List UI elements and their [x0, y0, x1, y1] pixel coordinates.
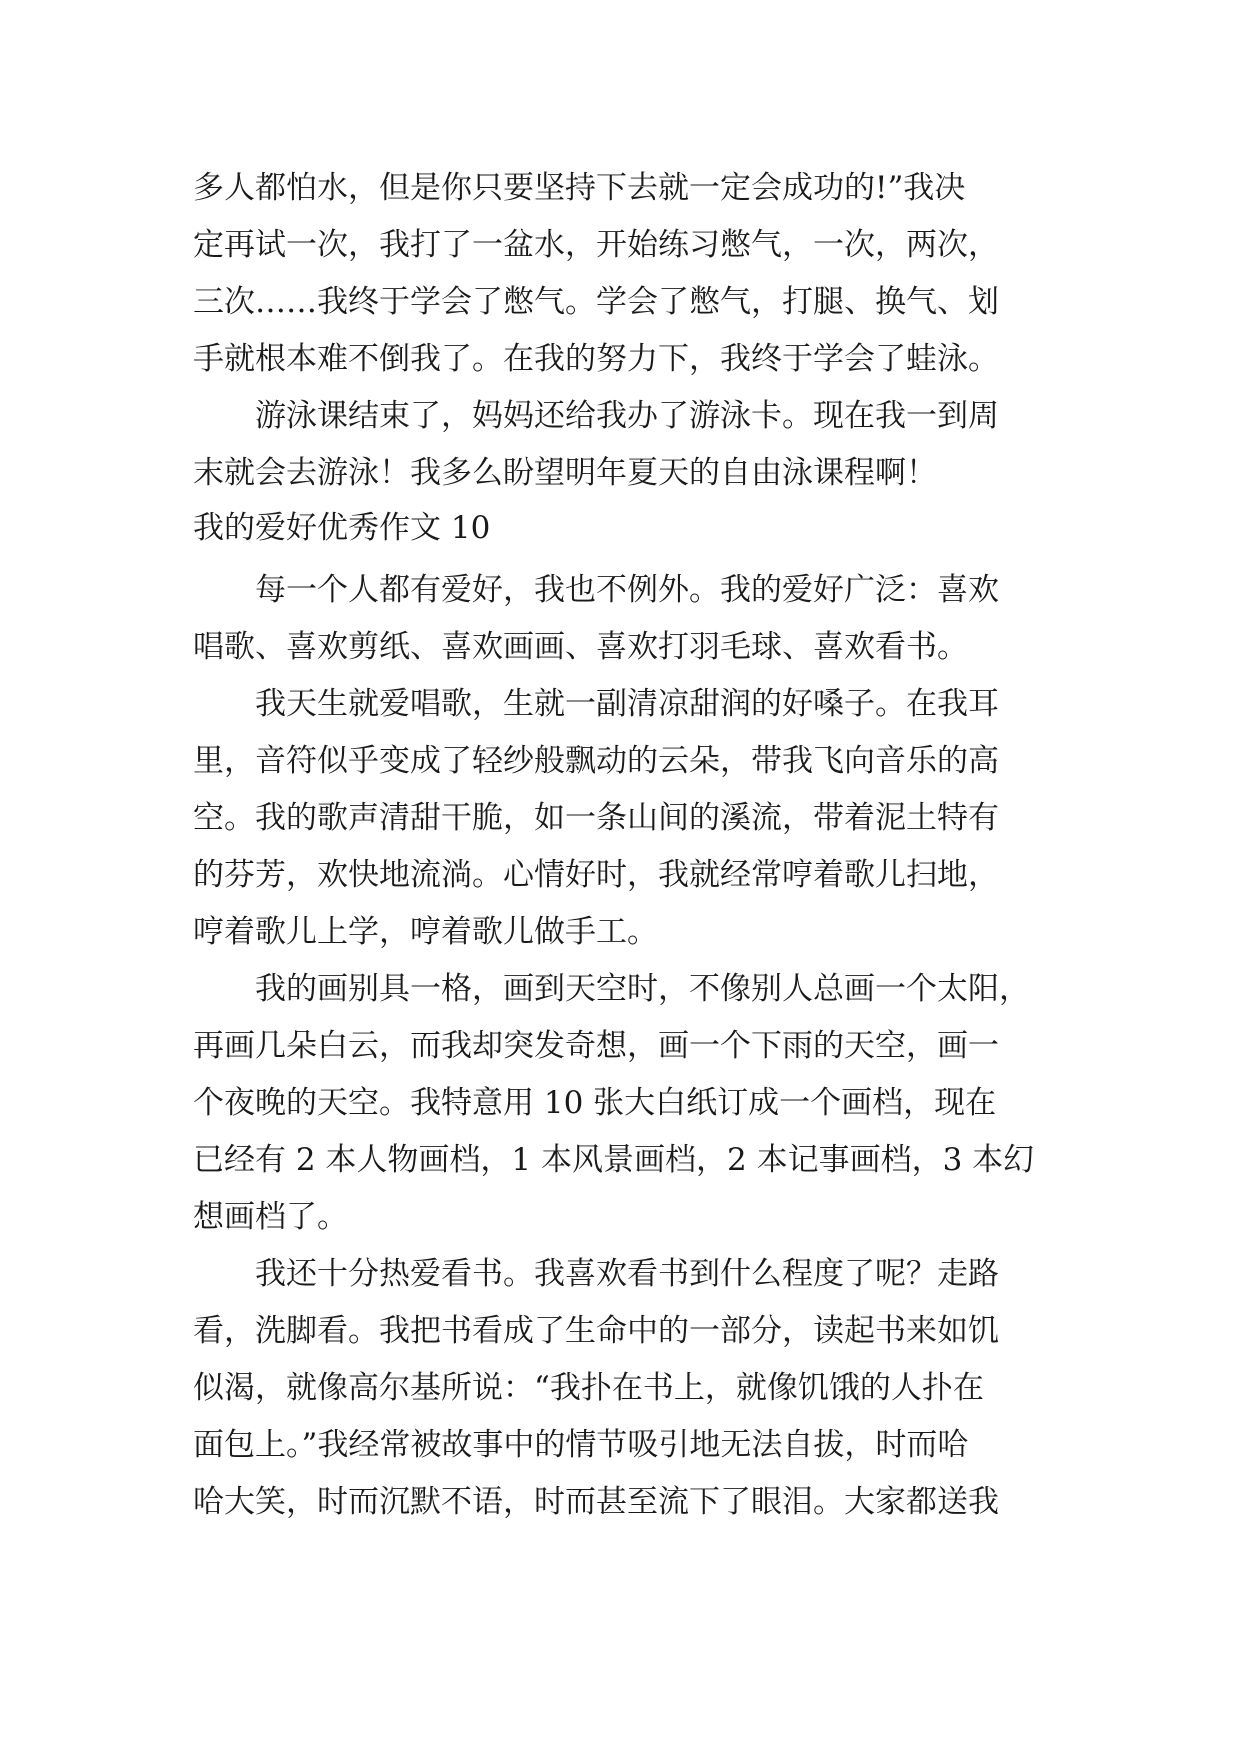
text-line-content: 多人都怕水，但是你只要坚持下去就一定会成功的!”我决 [193, 170, 966, 206]
text-line-content: 哈大笑，时而沉默不语，时而甚至流下了眼泪。大家都送我 [193, 1484, 999, 1520]
paragraph-first-line [0, 386, 1241, 446]
text-line-content: 个夜晚的天空。我特意用 10 张大白纸订成一个画档，现在 [193, 1085, 997, 1121]
text-line [0, 1073, 1241, 1133]
text-line [0, 443, 1241, 503]
text-line [0, 1472, 1241, 1532]
text-line [0, 1016, 1241, 1076]
text-line-content: 哼着歌儿上学，哼着歌儿做手工。 [193, 914, 658, 950]
text-line [0, 1187, 1241, 1247]
text-line [0, 788, 1241, 848]
text-line-content: 三次……我终于学会了憋气。学会了憋气，打腿、换气、划 [193, 284, 999, 320]
text-line-content: 我天生就爱唱歌，生就一副清凉甜润的好嗓子。在我耳 [255, 686, 999, 722]
text-line [0, 329, 1241, 389]
section-heading [0, 498, 1241, 558]
paragraph-first-line [0, 959, 1241, 1019]
text-line [0, 1415, 1241, 1475]
text-line-content: 定再试一次，我打了一盆水，开始练习憋气，一次，两次， [193, 227, 999, 263]
text-line-content: 里，音符似乎变成了轻纱般飘动的云朵，带我飞向音乐的高 [193, 743, 999, 779]
text-line-content: 每一个人都有爱好，我也不例外。我的爱好广泛：喜欢 [255, 572, 999, 608]
text-line-content: 空。我的歌声清甜干脆，如一条山间的溪流，带着泥土特有 [193, 800, 999, 836]
text-line [0, 617, 1241, 677]
text-line [0, 1358, 1241, 1418]
text-line-content: 我的画别具一格，画到天空时，不像别人总画一个太阳， [255, 971, 1030, 1007]
paragraph-first-line [0, 674, 1241, 734]
text-line [0, 158, 1241, 218]
text-line-content: 我还十分热爱看书。我喜欢看书到什么程度了呢？走路 [255, 1256, 999, 1292]
text-line-content: 想画档了。 [193, 1199, 348, 1235]
text-line-content: 的芬芳，欢快地流淌。心情好时，我就经常哼着歌儿扫地， [193, 857, 999, 893]
text-line-content: 手就根本难不倒我了。在我的努力下，我终于学会了蛙泳。 [193, 341, 999, 377]
text-line [0, 902, 1241, 962]
text-line-content: 末就会去游泳！我多么盼望明年夏天的自由泳课程啊！ [193, 455, 937, 491]
paragraph-first-line [0, 1244, 1241, 1304]
paragraph-first-line [0, 560, 1241, 620]
text-line [0, 1130, 1241, 1190]
text-line [0, 731, 1241, 791]
text-line [0, 1301, 1241, 1361]
text-line-content: 看，洗脚看。我把书看成了生命中的一部分，读起书来如饥 [193, 1313, 999, 1349]
text-line-content: 唱歌、喜欢剪纸、喜欢画画、喜欢打羽毛球、喜欢看书。 [193, 629, 968, 665]
text-line-content: 面包上。”我经常被故事中的情节吸引地无法自拔，时而哈 [193, 1427, 969, 1463]
text-line [0, 272, 1241, 332]
text-line-content: 似渴，就像高尔基所说：“我扑在书上，就像饥饿的人扑在 [193, 1370, 984, 1406]
text-line [0, 215, 1241, 275]
text-line-content: 已经有 2 本人物画档，1 本风景画档，2 本记事画档，3 本幻 [193, 1142, 1035, 1178]
text-line [0, 845, 1241, 905]
section-heading-text: 我的爱好优秀作文 10 [193, 510, 491, 546]
text-line-content: 游泳课结束了，妈妈还给我办了游泳卡。现在我一到周 [255, 398, 999, 434]
text-line-content: 再画几朵白云，而我却突发奇想，画一个下雨的天空，画一 [193, 1028, 999, 1064]
